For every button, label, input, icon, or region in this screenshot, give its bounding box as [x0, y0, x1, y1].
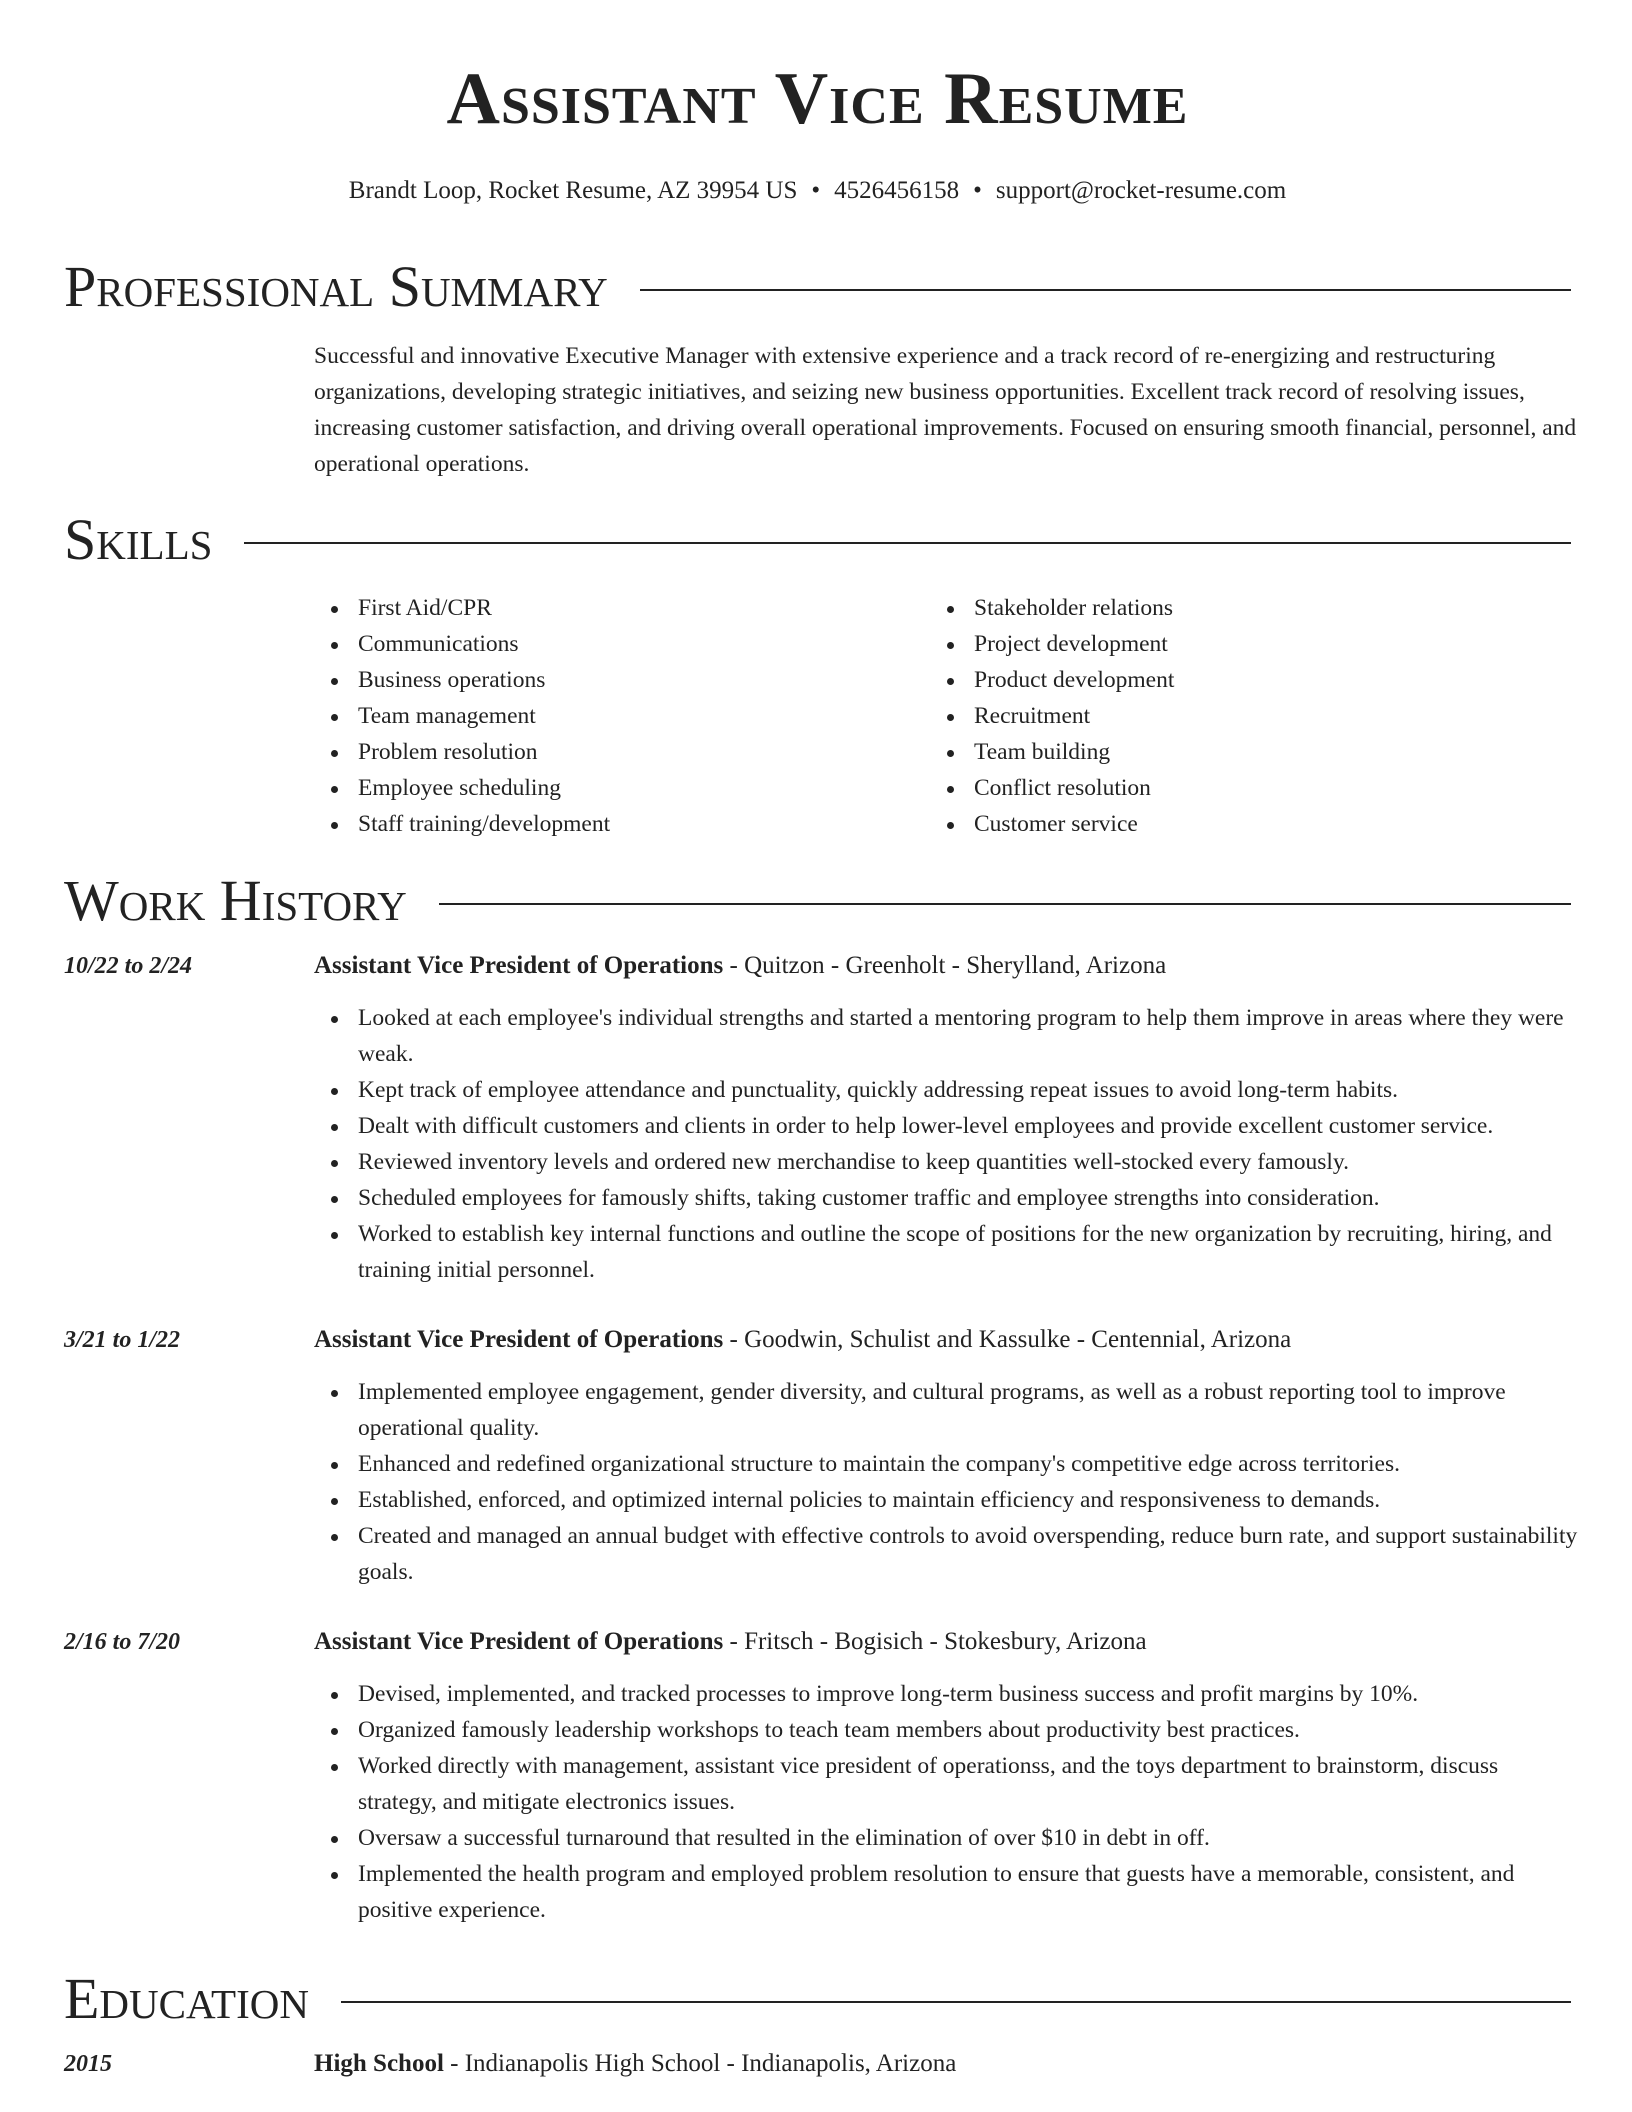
- job-bullet: Implemented employee engagement, gender diversity, and cultural programs, as well as a robust reporting tool to improve operational quality.: [314, 1374, 1579, 1446]
- skills-list: [314, 590, 1579, 842]
- job-bullet: Dealt with difficult customers and clients in order to help lower-level employees and provide excellent customer service.: [314, 1108, 1579, 1144]
- job-dates: 2/16 to 7/20: [64, 1629, 181, 1655]
- job-title: Assistant Vice President of Operations: [314, 1628, 724, 1655]
- skill-item: Project development: [930, 626, 1546, 662]
- section-education-header: [64, 1966, 1571, 2031]
- job-bullet: Scheduled employees for famously shifts, taking customer traffic and employee strengths into consideration.: [314, 1180, 1579, 1216]
- section-title-work: Work History: [64, 868, 407, 933]
- contact-email: support@rocket-resume.com: [995, 177, 1287, 204]
- job-heading: [314, 1624, 1147, 1660]
- skill-item: Team management: [314, 698, 930, 734]
- section-divider: [341, 2001, 1571, 2003]
- education-heading: [314, 2046, 956, 2082]
- resume-page: [64, 0, 1578, 2112]
- job-bullet: Reviewed inventory levels and ordered new merchandise to keep quantities well-stocked every famously.: [314, 1144, 1579, 1180]
- job-company: - Goodwin, Schulist and Kassulke - Centennial, Arizona: [723, 1326, 1292, 1353]
- job-company: - Fritsch - Bogisich - Stokesbury, Arizona: [723, 1628, 1147, 1655]
- education-year: 2015: [64, 2051, 112, 2077]
- education-school: - Indianapolis High School - Indianapolis, Arizona: [443, 2050, 957, 2077]
- section-divider: [244, 542, 1571, 544]
- job-bullet: Established, enforced, and optimized internal policies to maintain efficiency and responsiveness to demands.: [314, 1482, 1579, 1518]
- section-work-header: [64, 868, 1571, 933]
- section-title-skills: Skills: [64, 507, 213, 572]
- resume-title: Assistant Vice Resume: [446, 58, 1189, 140]
- job-bullets: [314, 1374, 1579, 1590]
- job-bullet: Implemented the health program and employed problem resolution to ensure that guests have a memorable, consistent, and positive experience.: [314, 1856, 1579, 1928]
- contact-separator: •: [811, 177, 821, 204]
- section-title-education: Education: [64, 1966, 309, 2031]
- job-bullet: Created and managed an annual budget with effective controls to avoid overspending, reduce burn rate, and support sustainability goals.: [314, 1518, 1579, 1590]
- section-skills-header: [64, 507, 1571, 572]
- job-bullet: Kept track of employee attendance and punctuality, quickly addressing repeat issues to avoid long-term habits.: [314, 1072, 1579, 1108]
- job-title: Assistant Vice President of Operations: [314, 1326, 724, 1353]
- summary-text: Successful and innovative Executive Manager with extensive experience and a track record of re-energizing and restructuring organizations, developing strategic initiatives, and seizing new business opportunities. Excellent track record of resolving issues, increasing customer satisfaction, and driving overall operational improvements. Focused on ensuring smooth financial, personnel, and operational operations.: [314, 343, 1577, 477]
- education-degree: High School: [314, 2050, 444, 2077]
- job-dates: 3/21 to 1/22: [64, 1327, 181, 1353]
- job-bullets: [314, 1676, 1579, 1928]
- skill-item: Customer service: [930, 806, 1546, 842]
- section-divider: [439, 903, 1571, 905]
- skill-item: Recruitment: [930, 698, 1546, 734]
- job-bullet: Oversaw a successful turnaround that resulted in the elimination of over $10 in debt in off.: [314, 1820, 1579, 1856]
- contact-phone: 4526456158: [834, 177, 960, 204]
- skills-column-right: [930, 590, 1546, 842]
- skill-item: Problem resolution: [314, 734, 930, 770]
- job-bullet: Worked directly with management, assistant vice president of operationss, and the toys department to brainstorm, discuss strategy, and mitigate electronics issues.: [314, 1748, 1579, 1820]
- job-dates: 10/22 to 2/24: [64, 953, 193, 979]
- job-bullet: Worked to establish key internal functions and outline the scope of positions for the new organization by recruiting, hiring, and training initial personnel.: [314, 1216, 1579, 1288]
- skill-item: Stakeholder relations: [930, 590, 1546, 626]
- job-heading: [314, 1322, 1291, 1358]
- job-title: Assistant Vice President of Operations: [314, 952, 724, 979]
- job-bullet: Looked at each employee's individual strengths and started a mentoring program to help them improve in areas where they were weak.: [314, 1000, 1579, 1072]
- skill-item: Business operations: [314, 662, 930, 698]
- skill-item: Communications: [314, 626, 930, 662]
- job-bullet: Devised, implemented, and tracked processes to improve long-term business success and profit margins by 10%.: [314, 1676, 1579, 1712]
- skill-item: Staff training/development: [314, 806, 930, 842]
- section-summary-header: [64, 254, 1571, 319]
- contact-line: [64, 176, 1571, 206]
- job-bullet: Enhanced and redefined organizational structure to maintain the company's competitive edge across territories.: [314, 1446, 1579, 1482]
- skills-column-left: [314, 590, 930, 842]
- skill-item: Employee scheduling: [314, 770, 930, 806]
- section-divider: [640, 289, 1571, 291]
- skill-item: Team building: [930, 734, 1546, 770]
- contact-address: Brandt Loop, Rocket Resume, AZ 39954 US: [348, 177, 798, 204]
- skill-item: Product development: [930, 662, 1546, 698]
- skill-item: Conflict resolution: [930, 770, 1546, 806]
- contact-separator: •: [973, 177, 982, 204]
- section-title-summary: Professional Summary: [64, 254, 608, 319]
- job-bullets: [314, 1000, 1579, 1288]
- skill-item: First Aid/CPR: [314, 590, 930, 626]
- job-bullet: Organized famously leadership workshops to teach team members about productivity best practices.: [314, 1712, 1579, 1748]
- job-heading: [314, 948, 1166, 984]
- job-company: - Quitzon - Greenholt - Sherylland, Arizona: [723, 952, 1167, 979]
